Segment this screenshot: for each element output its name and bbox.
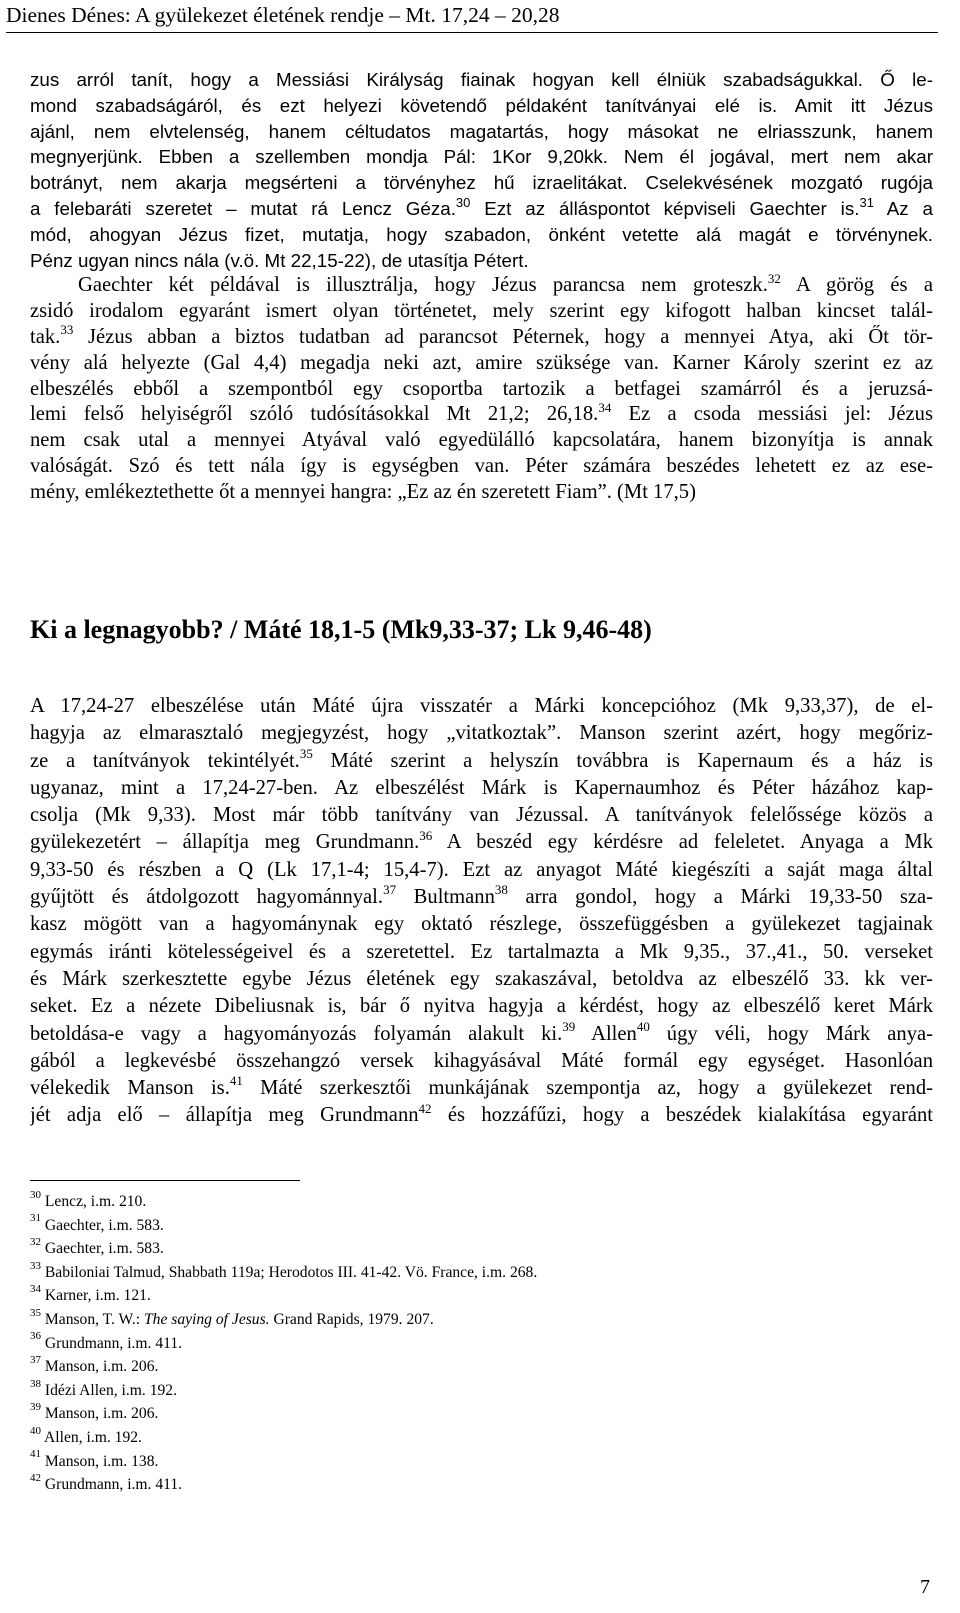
footnote-rule xyxy=(30,1180,300,1181)
footnote xyxy=(30,1426,930,1450)
footnote-text: Karner, i.m. 121. xyxy=(44,1287,151,1305)
footnote-number: 40 xyxy=(30,1424,41,1437)
line-text: Bultmann xyxy=(396,886,495,909)
footnote-number: 30 xyxy=(30,1188,41,1201)
text-line xyxy=(30,480,933,506)
line-text: A görög és a xyxy=(780,274,933,297)
line-text: A 17,24-27 elbeszélése után Máté újra visszatér a Márki koncepcióhoz (Mk 9,33,37), de el- xyxy=(30,695,933,717)
footnote-text: Grand Rapids, 1979. 207. xyxy=(269,1310,434,1328)
text-line xyxy=(30,884,933,911)
text-line xyxy=(30,273,933,299)
line-text: Ezt az álláspontot képviseli Gaechter is. xyxy=(470,197,860,219)
line-text: kasz mögött van a hagyománynak egy oktató részlege, összefüggésben a gyülekezet tagjainak xyxy=(30,913,933,936)
text-line xyxy=(30,248,933,274)
footnote-number: 39 xyxy=(30,1401,41,1414)
footnote-number: 34 xyxy=(30,1283,41,1296)
footnote-number: 38 xyxy=(30,1377,41,1390)
line-text: Máté szerint a helyszín továbbra is Kapernaum és a ház is xyxy=(312,749,933,772)
line-text: vélekedik Manson is. xyxy=(30,1077,230,1100)
footnote-number: 36 xyxy=(30,1330,41,1343)
footnotes xyxy=(30,1190,930,1497)
text-line xyxy=(30,454,933,480)
text-line xyxy=(30,693,933,720)
footnote xyxy=(30,1190,930,1214)
line-text: mód, ahogyan Jézus fizet, mutatja, hogy szabadon, önként vetette alá magát e törvénynek. xyxy=(30,223,933,245)
text-line xyxy=(30,966,933,993)
footnote-ref: 37 xyxy=(383,884,397,898)
text-line xyxy=(30,67,933,93)
text-line xyxy=(30,222,933,248)
footnote-ref: 35 xyxy=(299,747,313,761)
line-text: ajánl, nem elvtelenség, hanem céltudatos magatartás, hogy másokat ne elriasszunk, hanem xyxy=(30,120,933,142)
line-text: zsidó irodalom egyaránt ismert olyan történetet, mely szerint egy kifogott halban kincset talál- xyxy=(30,300,933,323)
footnote-ref: 33 xyxy=(60,324,74,338)
line-text: és Márk szerkesztette egybe Jézus életének egy szakaszával, betoldva az elbeszélő 33. kk ver- xyxy=(30,967,933,990)
footnote-ref: 32 xyxy=(767,273,781,286)
line-text: a felebaráti szeretet – mutat rá Lencz Géza. xyxy=(30,197,456,219)
footnote-ref: 36 xyxy=(419,829,433,843)
footnote xyxy=(30,1237,930,1261)
text-line xyxy=(30,325,933,351)
text-line xyxy=(30,402,933,428)
text-line xyxy=(30,351,933,377)
text-line xyxy=(30,939,933,966)
footnote-ref: 39 xyxy=(562,1020,576,1034)
footnote-number: 32 xyxy=(30,1236,41,1248)
footnote-text: Manson, T. W.: xyxy=(44,1310,144,1328)
paragraph-1 xyxy=(30,67,933,506)
footnote-text: Babiloniai Talmud, Shabbath 119a; Herodotos III. 41-42. Vö. France, i.m. 268. xyxy=(44,1263,538,1281)
footnote xyxy=(30,1214,930,1238)
footnote-text: Grundmann, i.m. 411. xyxy=(44,1476,183,1494)
text-line xyxy=(30,1102,933,1129)
header-rule xyxy=(6,32,938,33)
page-number: 7 xyxy=(920,1576,930,1598)
footnote-title: The saying of Jesus. xyxy=(143,1310,270,1328)
line-text: úgy véli, hogy Márk anya- xyxy=(649,1022,933,1045)
text-line xyxy=(30,93,933,119)
section-heading: Ki a legnagyobb? / Máté 18,1-5 (Mk9,33-37; Lk 9,46-48) xyxy=(30,615,652,644)
running-header: Dienes Dénes: A gyülekezet életének rendje – Mt. 17,24 – 20,28 xyxy=(6,3,560,27)
footnote-number: 33 xyxy=(30,1259,41,1272)
footnote-text: Gaechter, i.m. 583. xyxy=(44,1216,164,1234)
line-text: Máté szerkesztői munkájának szempontja az, hogy a gyülekezet rend- xyxy=(242,1077,933,1100)
text-line xyxy=(30,1021,933,1048)
footnote-ref: 42 xyxy=(418,1102,432,1116)
text-line xyxy=(30,196,933,222)
footnote-ref: 34 xyxy=(598,402,612,415)
line-text: ugyanaz, mint a 17,24-27-ben. Az elbeszélést Márk is Kapernaumhoz és Péter házához kap- xyxy=(30,776,933,799)
footnote-text: Gaechter, i.m. 583. xyxy=(44,1240,164,1258)
line-text: nem csak utal a mennyei Atyával való egyedülálló kapcsolatára, hanem bizonyítja is annak xyxy=(30,429,933,452)
text-line xyxy=(30,775,933,802)
text-line xyxy=(30,829,933,856)
footnote xyxy=(30,1450,930,1474)
line-text: Gaechter két példával is illusztrálja, hogy Jézus parancsa nem groteszk. xyxy=(78,274,768,297)
text-line xyxy=(30,1048,933,1075)
paragraph-2 xyxy=(30,693,933,1130)
line-text: arra gondol, hogy a Márki 19,33-50 sza- xyxy=(507,886,933,909)
footnote xyxy=(30,1379,930,1403)
line-text: gyülekezetért – állapítja meg Grundmann. xyxy=(30,831,420,854)
footnote-ref: 31 xyxy=(859,195,874,210)
line-text: betoldása-e vagy a hagyományozás folyamán alakult ki. xyxy=(30,1022,563,1045)
text-line xyxy=(30,720,933,747)
line-text: és hozzáfűzi, hogy a beszédek kialakítása egyaránt xyxy=(431,1104,933,1127)
footnote-text: Grundmann, i.m. 411. xyxy=(44,1334,183,1352)
footnote-text: Manson, i.m. 138. xyxy=(44,1452,159,1470)
footnote-number: 42 xyxy=(30,1471,41,1484)
line-text: Jézus abban a biztos tudatban ad parancsot Péternek, hogy a mennyei Atya, aki Őt tör- xyxy=(73,325,933,348)
line-text: mény, emlékeztethette őt a mennyei hangra: „Ez az én szeretett Fiam”. (Mt 17,5) xyxy=(30,480,696,503)
footnote xyxy=(30,1402,930,1426)
line-text: zus arról tanít, hogy a Messiási Királyság fiainak hogyan kell élniük szabadságukkal. Ő le- xyxy=(30,69,933,90)
footnote-ref: 38 xyxy=(494,884,508,898)
footnote-number: 31 xyxy=(30,1212,41,1225)
text-line xyxy=(30,170,933,196)
footnote-text: Idézi Allen, i.m. 192. xyxy=(44,1381,177,1399)
footnote xyxy=(30,1284,930,1308)
footnote xyxy=(30,1355,930,1379)
text-line xyxy=(30,299,933,325)
line-text: gából a legkevésbé összehangzó versek kihagyásával Máté formál egy egységet. Hasonlóan xyxy=(30,1049,933,1072)
footnote-ref: 30 xyxy=(455,195,471,210)
line-text: A beszéd egy kérdésre ad feleletet. Anyaga a Mk xyxy=(432,831,933,854)
footnote xyxy=(30,1473,930,1497)
line-text: valóságát. Szó és tett nála így is egységben van. Péter számára beszédes lehetett ez az ese- xyxy=(30,454,933,477)
line-text: seket. Ez a nézete Dibeliusnak is, bár ő nyitva hagyja a kérdést, hogy az elbeszélő keret Márk xyxy=(30,995,933,1018)
line-text: 9,33-50 és részben a Q (Lk 17,1-4; 15,4-7). Ezt az anyagot Máté kiegészíti a saját maga által xyxy=(30,858,933,881)
text-line xyxy=(30,428,933,454)
line-text: Pénz ugyan nincs nála (v.ö. Mt 22,15-22), de utasítja Pétert. xyxy=(30,249,529,271)
line-text: jét adja elő – állapítja meg Grundmann xyxy=(30,1104,419,1127)
footnote xyxy=(30,1261,930,1285)
text-line xyxy=(30,802,933,829)
line-text: lemi felső helyiségről szóló tudósításokkal Mt 21,2; 26,18. xyxy=(30,403,599,426)
text-line xyxy=(30,857,933,884)
line-text: Az a xyxy=(873,197,933,219)
footnote xyxy=(30,1308,930,1332)
footnote-ref: 41 xyxy=(229,1075,243,1089)
line-text: csolja (Mk 9,33). Most már több tanítvány van Jézussal. A tanítványok felelőssége közös a xyxy=(30,804,933,827)
footnote-text: Allen, i.m. 192. xyxy=(44,1428,142,1446)
line-text: egymás iránti kötelességeivel és a szeretettel. Ez tartalmazta a Mk 9,35., 37.,41., 50. verseket xyxy=(30,940,933,963)
text-line xyxy=(30,377,933,403)
footnote-number: 35 xyxy=(30,1306,41,1319)
footnote-number: 37 xyxy=(30,1353,41,1366)
line-text: ze a tanítványok tekintélyét. xyxy=(30,749,300,772)
footnote xyxy=(30,1332,930,1356)
line-text: mond szabadságáról, és ezt helyezi követendő példaként tanítványai elé is. Amit itt Jézus xyxy=(30,94,933,116)
text-line xyxy=(30,144,933,170)
text-line xyxy=(30,993,933,1020)
text-line xyxy=(30,119,933,145)
line-text: vény alá helyezte (Gal 4,4) megadja neki azt, amire szüksége van. Karner Károly szerint ez az xyxy=(30,351,933,374)
text-line xyxy=(30,911,933,938)
line-text: megnyerjünk. Ebben a szellemben mondja Pál: 1Kor 9,20kk. Nem él jogával, mert nem akar xyxy=(30,146,933,168)
footnote-number: 41 xyxy=(30,1448,41,1461)
line-text: elbeszélés ebből a szempontból egy csoportba tartozik a betfagei szamárról és a jeruzsá- xyxy=(30,377,933,400)
footnote-text: Manson, i.m. 206. xyxy=(44,1405,159,1423)
line-text: Allen xyxy=(575,1022,637,1045)
text-line xyxy=(30,748,933,775)
line-text: gyűjtött és átdolgozott hagyománnyal. xyxy=(30,886,384,909)
text-line xyxy=(30,1075,933,1102)
footnote-text: Lencz, i.m. 210. xyxy=(44,1193,147,1210)
line-text: botrányt, nem akarja megsérteni a törvényhez hű izraelitákat. Cselekvésének mozgató rugója xyxy=(30,172,933,194)
line-text: Ez a csoda messiási jel: Jézus xyxy=(611,403,933,426)
footnote-text: Manson, i.m. 206. xyxy=(44,1358,159,1376)
line-text: tak. xyxy=(30,325,61,348)
footnote-ref: 40 xyxy=(636,1020,650,1034)
line-text: hagyja az elmarasztaló megjegyzést, hogy „vitatkoztak”. Manson szerint azért, hogy megőriz- xyxy=(30,722,933,745)
